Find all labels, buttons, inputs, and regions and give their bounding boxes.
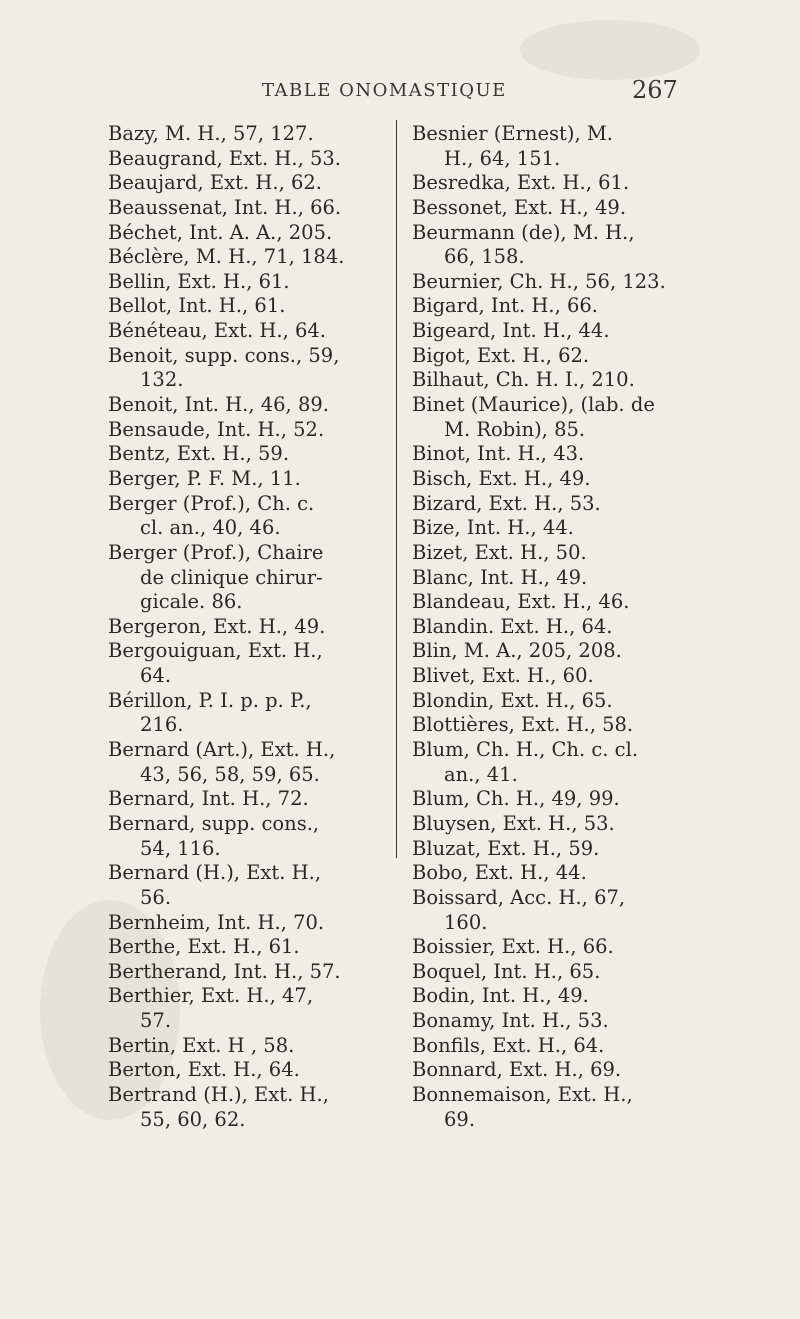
index-entry: Blandeau, Ext. H., 46. [412,590,630,614]
index-entry: Beaugrand, Ext. H., 53. [108,146,342,170]
index-entry: Bernard (H.), Ext. H., [108,861,322,885]
index-entry: Bilhaut, Ch. H. I., 210. [412,368,635,392]
index-entry: Bernard (Art.), Ext. H., [108,738,336,762]
column-divider [396,120,397,858]
index-entry: Bénéteau, Ext. H., 64. [108,319,327,343]
index-entry-continuation: 216. [140,713,184,737]
running-title: TABLE ONOMASTIQUE [262,80,507,101]
index-entry: Bonnard, Ext. H., 69. [412,1058,622,1082]
index-entry: Bodin, Int. H., 49. [412,984,589,1008]
index-entry: Bluzat, Ext. H., 59. [412,836,600,860]
index-entry: Bizet, Ext. H., 50. [412,540,587,564]
index-entry: Bertherand, Int. H., 57. [108,959,341,983]
index-entry: Berger (Prof.), Ch. c. [108,491,315,515]
index-entry: Bonfils, Ext. H., 64. [412,1033,605,1057]
paper-stain [520,20,700,80]
index-entry: Boquel, Int. H., 65. [412,959,601,983]
index-entry: Beurmann (de), M. H., [412,220,635,244]
index-entry: Bertrand (H.), Ext. H., [108,1082,329,1106]
index-entry: Bérillon, P. I. p. p. P., [108,688,312,712]
index-entry: Bonamy, Int. H., 53. [412,1009,609,1033]
index-entry: Beurnier, Ch. H., 56, 123. [412,269,666,293]
index-entry: Bazy, M. H., 57, 127. [108,122,314,145]
index-entry-continuation: 64. [140,664,172,688]
index-entry: Beaujard, Ext. H., 62. [108,171,323,195]
index-entry-continuation: cl. an., 40, 46. [140,516,281,540]
index-entry: Bentz, Ext. H., 59. [108,442,290,466]
index-entry: Binot, Int. H., 43. [412,442,585,466]
index-entry-continuation: de clinique chirur- [140,565,323,589]
index-entry: Bluysen, Ext. H., 53. [412,811,615,835]
index-entry: Bellin, Ext. H., 61. [108,269,290,293]
index-entry-continuation: 54, 116. [140,836,221,860]
index-entry: Bize, Int. H., 44. [412,516,574,540]
index-entry-continuation: 69. [444,1107,476,1131]
index-entry-continuation: M. Robin), 85. [444,417,586,441]
index-entry: Besredka, Ext. H., 61. [412,171,630,195]
index-entry: Bigeard, Int. H., 44. [412,319,610,343]
index-entry: Blivet, Ext. H., 60. [412,664,594,688]
index-entry-continuation: 132. [140,368,184,392]
index-entry: Bobo, Ext. H., 44. [412,861,587,885]
index-entry: Berger, P. F. M., 11. [108,466,301,490]
index-entry: Blin, M. A., 205, 208. [412,639,622,663]
index-entry-continuation: an., 41. [444,762,518,786]
index-entry-continuation: 66, 158. [444,245,525,269]
index-entry: Blondin, Ext. H., 65. [412,688,613,712]
index-entry: Binet (Maurice), (lab. de [412,393,655,417]
index-entry: Bigot, Ext. H., 62. [412,343,590,367]
index-entry: Bergeron, Ext. H., 49. [108,614,326,638]
index-entry: Beaussenat, Int. H., 66. [108,195,342,219]
index-entry: Bernard, Int. H., 72. [108,787,309,811]
index-entry: Blum, Ch. H., Ch. c. cl. [412,738,639,762]
index-entry: Berthe, Ext. H., 61. [108,935,300,959]
index-entry: Béchet, Int. A. A., 205. [108,220,333,244]
index-entry: Blanc, Int. H., 49. [412,565,588,589]
index-entry: Berton, Ext. H., 64. [108,1058,300,1082]
index-entry: Berger (Prof.), Chaire [108,540,324,564]
index-entry: Berthier, Ext. H., 47, [108,984,314,1008]
index-entry: Bergouiguan, Ext. H., [108,639,323,663]
index-entry-continuation: H., 64, 151. [444,146,561,170]
index-entry: Bonnemaison, Ext. H., [412,1082,633,1106]
index-column-right [412,122,712,1132]
index-entry-continuation: 56. [140,885,172,909]
index-entry: Blandin. Ext. H., 64. [412,614,613,638]
index-entry: Boissard, Acc. H., 67, [412,885,626,909]
index-entry: Bigard, Int. H., 66. [412,294,598,318]
index-column-left [108,122,384,1132]
page-number: 267 [632,76,678,104]
index-entry: Besnier (Ernest), M. [412,122,614,145]
index-entry: Bizard, Ext. H., 53. [412,491,601,515]
index-entry: Blottières, Ext. H., 58. [412,713,634,737]
index-entry: Boissier, Ext. H., 66. [412,935,614,959]
index-entry-continuation: gicale. 86. [140,590,243,614]
index-entry: Benoit, supp. cons., 59, [108,343,340,367]
index-entry: Bernheim, Int. H., 70. [108,910,325,934]
index-entry: Bessonet, Ext. H., 49. [412,195,627,219]
index-entry: Bellot, Int. H., 61. [108,294,286,318]
index-entry-continuation: 160. [444,910,488,934]
index-entry: Bisch, Ext. H., 49. [412,466,591,490]
index-entry: Benoit, Int. H., 46, 89. [108,393,329,417]
index-entry: Blum, Ch. H., 49, 99. [412,787,620,811]
index-entry: Béclère, M. H., 71, 184. [108,245,345,269]
index-entry: Bertin, Ext. H , 58. [108,1033,295,1057]
index-entry-continuation: 57. [140,1009,172,1033]
index-entry: Bensaude, Int. H., 52. [108,417,325,441]
index-entry-continuation: 55, 60, 62. [140,1107,246,1131]
index-entry-continuation: 43, 56, 58, 59, 65. [140,762,320,786]
index-entry: Bernard, supp. cons., [108,811,320,835]
